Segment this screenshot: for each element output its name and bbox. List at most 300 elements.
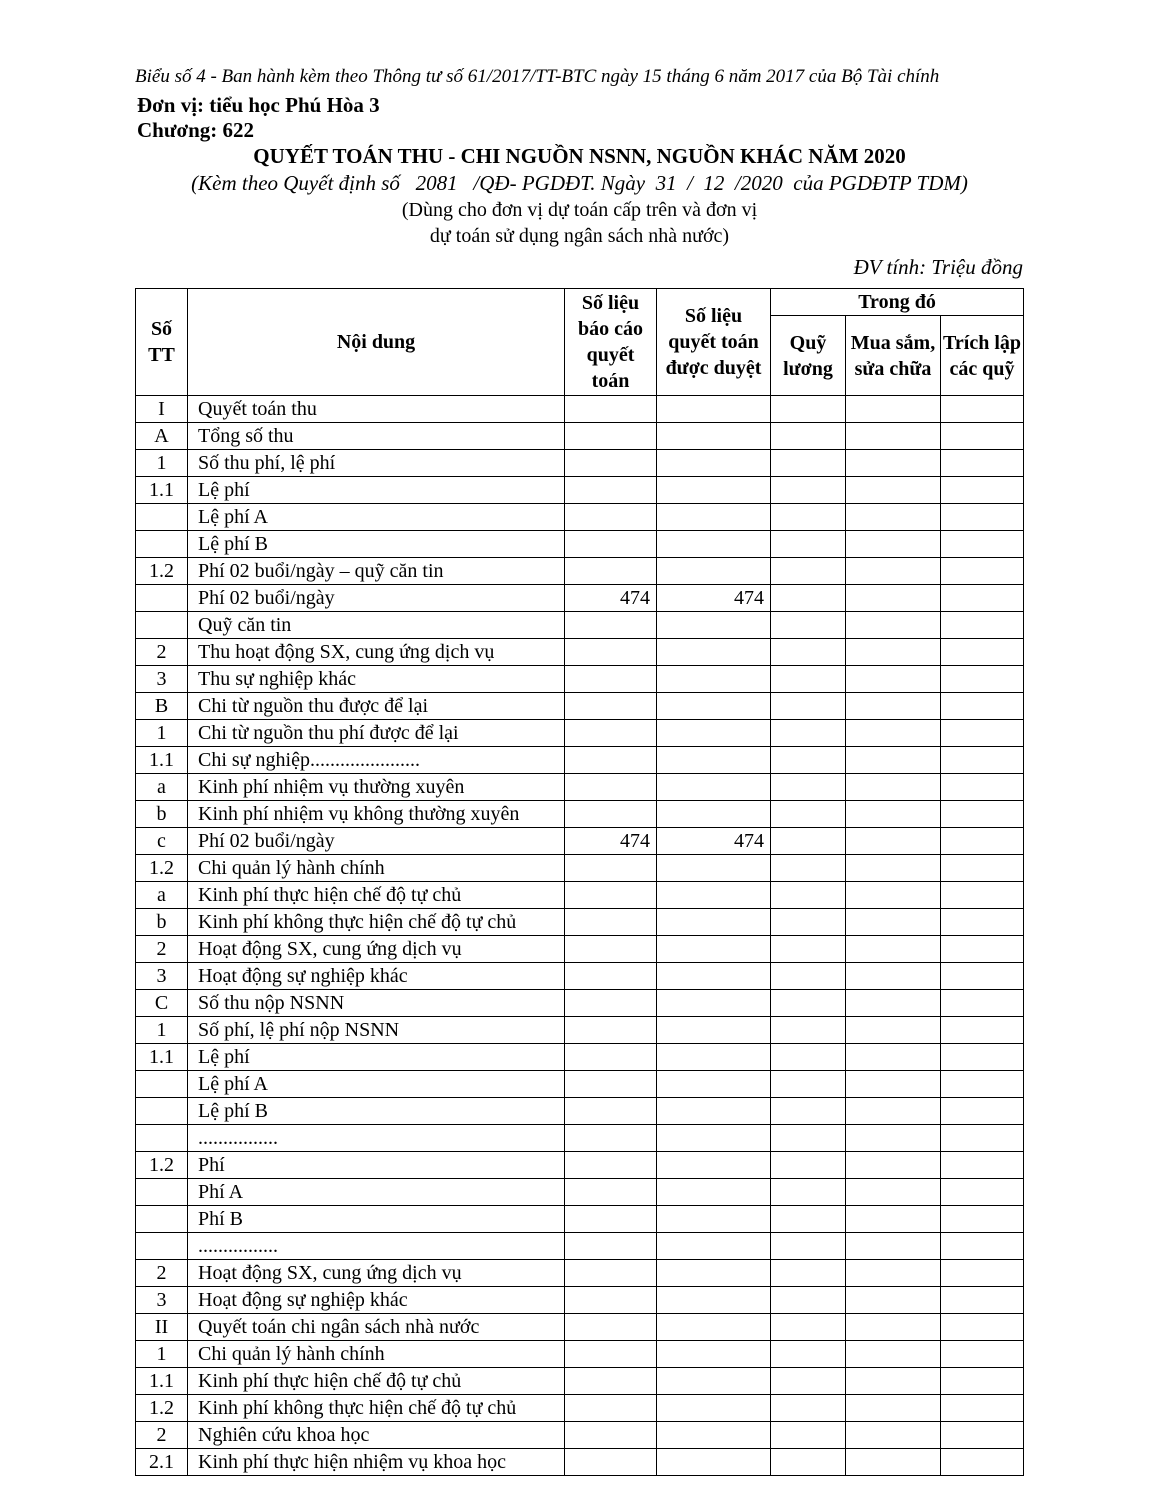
- row-procurement-cell: [846, 774, 941, 801]
- table-row: [136, 477, 1024, 504]
- row-procurement-cell: [846, 1260, 941, 1287]
- row-approved-cell: [657, 558, 771, 585]
- row-salary-fund-cell: [771, 774, 846, 801]
- row-content-cell: Tổng số thu: [188, 423, 565, 450]
- row-procurement-cell: [846, 855, 941, 882]
- row-approved-cell: [657, 666, 771, 693]
- row-approved-cell: [657, 1260, 771, 1287]
- table-row: [136, 1179, 1024, 1206]
- row-number-cell: 2: [136, 1260, 188, 1287]
- row-fund-allocation-cell: [941, 1044, 1024, 1071]
- row-fund-allocation-cell: [941, 855, 1024, 882]
- row-approved-cell: [657, 882, 771, 909]
- table-row: [136, 990, 1024, 1017]
- row-approved-cell: [657, 1125, 771, 1152]
- row-content-cell: Kinh phí không thực hiện chế độ tự chủ: [188, 909, 565, 936]
- row-salary-fund-cell: [771, 1179, 846, 1206]
- col-header-fund-allocation: Trích lập các quỹ: [941, 316, 1024, 396]
- row-fund-allocation-cell: [941, 1017, 1024, 1044]
- row-salary-fund-cell: [771, 801, 846, 828]
- row-procurement-cell: [846, 1287, 941, 1314]
- row-approved-cell: [657, 639, 771, 666]
- table-row: [136, 774, 1024, 801]
- row-number-cell: [136, 612, 188, 639]
- decision-reference: (Kèm theo Quyết định số 2081 /QĐ- PGDĐT. Ngày 31 / 12 /2020 của PGDĐTP TDM): [191, 171, 968, 195]
- row-approved-cell: [657, 747, 771, 774]
- row-approved-cell: 474: [657, 828, 771, 855]
- row-content-cell: Kinh phí không thực hiện chế độ tự chủ: [188, 1395, 565, 1422]
- row-reported-cell: [565, 774, 657, 801]
- row-salary-fund-cell: [771, 828, 846, 855]
- row-reported-cell: [565, 801, 657, 828]
- row-reported-cell: [565, 450, 657, 477]
- row-reported-cell: [565, 1341, 657, 1368]
- row-approved-cell: [657, 1395, 771, 1422]
- row-fund-allocation-cell: [941, 558, 1024, 585]
- table-row: [136, 855, 1024, 882]
- row-number-cell: 1.1: [136, 1044, 188, 1071]
- row-salary-fund-cell: [771, 558, 846, 585]
- table-row: [136, 504, 1024, 531]
- row-reported-cell: [565, 936, 657, 963]
- table-row: [136, 531, 1024, 558]
- row-number-cell: [136, 1071, 188, 1098]
- row-content-cell: Hoạt động sự nghiệp khác: [188, 963, 565, 990]
- row-content-cell: Lệ phí: [188, 477, 565, 504]
- row-number-cell: 2.1: [136, 1449, 188, 1476]
- row-salary-fund-cell: [771, 936, 846, 963]
- row-procurement-cell: [846, 990, 941, 1017]
- table-row: [136, 1233, 1024, 1260]
- row-salary-fund-cell: [771, 666, 846, 693]
- row-number-cell: [136, 1179, 188, 1206]
- row-number-cell: I: [136, 396, 188, 423]
- row-salary-fund-cell: [771, 963, 846, 990]
- table-row: [136, 450, 1024, 477]
- scope-note-line1: (Dùng cho đơn vị dự toán cấp trên và đơn vị: [401, 199, 758, 221]
- row-salary-fund-cell: [771, 1422, 846, 1449]
- row-content-cell: Kinh phí nhiệm vụ không thường xuyên: [188, 801, 565, 828]
- row-approved-cell: [657, 1179, 771, 1206]
- table-row: [136, 1287, 1024, 1314]
- page-title: QUYẾT TOÁN THU - CHI NGUỒN NSNN, NGUỒN KHÁC NĂM 2020: [253, 144, 906, 168]
- row-fund-allocation-cell: [941, 504, 1024, 531]
- row-salary-fund-cell: [771, 1017, 846, 1044]
- row-number-cell: A: [136, 423, 188, 450]
- row-number-cell: [136, 1125, 188, 1152]
- currency-unit-note: ĐV tính: Triệu đồng: [853, 255, 1023, 279]
- row-reported-cell: [565, 639, 657, 666]
- row-procurement-cell: [846, 1044, 941, 1071]
- table-row: [136, 747, 1024, 774]
- row-reported-cell: [565, 1044, 657, 1071]
- table-row: [136, 936, 1024, 963]
- row-salary-fund-cell: [771, 1287, 846, 1314]
- row-number-cell: [136, 585, 188, 612]
- row-procurement-cell: [846, 423, 941, 450]
- row-fund-allocation-cell: [941, 747, 1024, 774]
- row-reported-cell: [565, 1017, 657, 1044]
- row-content-cell: Chi quản lý hành chính: [188, 855, 565, 882]
- row-number-cell: 3: [136, 1287, 188, 1314]
- table-row: [136, 963, 1024, 990]
- row-content-cell: ................: [188, 1125, 565, 1152]
- row-content-cell: Phí 02 buổi/ngày: [188, 585, 565, 612]
- row-number-cell: a: [136, 774, 188, 801]
- row-reported-cell: [565, 882, 657, 909]
- row-reported-cell: [565, 423, 657, 450]
- row-fund-allocation-cell: [941, 585, 1024, 612]
- row-fund-allocation-cell: [941, 1260, 1024, 1287]
- row-content-cell: Quyết toán chi ngân sách nhà nước: [188, 1314, 565, 1341]
- form-note: Biểu số 4 - Ban hành kèm theo Thông tư số 61/2017/TT-BTC ngày 15 tháng 6 năm 2017 của Bộ Tài chính: [135, 66, 940, 87]
- row-salary-fund-cell: [771, 396, 846, 423]
- row-salary-fund-cell: [771, 855, 846, 882]
- row-content-cell: Phí 02 buổi/ngày: [188, 828, 565, 855]
- row-reported-cell: [565, 1314, 657, 1341]
- row-approved-cell: [657, 1071, 771, 1098]
- row-salary-fund-cell: [771, 1260, 846, 1287]
- row-approved-cell: [657, 1314, 771, 1341]
- row-content-cell: Phí: [188, 1152, 565, 1179]
- row-salary-fund-cell: [771, 423, 846, 450]
- row-procurement-cell: [846, 504, 941, 531]
- row-fund-allocation-cell: [941, 882, 1024, 909]
- row-number-cell: c: [136, 828, 188, 855]
- row-number-cell: 3: [136, 963, 188, 990]
- row-reported-cell: [565, 477, 657, 504]
- col-header-salary-fund: Quỹ lương: [771, 316, 846, 396]
- row-number-cell: C: [136, 990, 188, 1017]
- row-reported-cell: [565, 990, 657, 1017]
- table-row: [136, 1422, 1024, 1449]
- row-procurement-cell: [846, 1449, 941, 1476]
- row-procurement-cell: [846, 801, 941, 828]
- row-procurement-cell: [846, 1368, 941, 1395]
- row-reported-cell: [565, 909, 657, 936]
- row-fund-allocation-cell: [941, 801, 1024, 828]
- row-procurement-cell: [846, 666, 941, 693]
- row-salary-fund-cell: [771, 1314, 846, 1341]
- table-row: [136, 909, 1024, 936]
- row-approved-cell: [657, 801, 771, 828]
- row-salary-fund-cell: [771, 1098, 846, 1125]
- row-number-cell: 2: [136, 936, 188, 963]
- row-reported-cell: [565, 1395, 657, 1422]
- row-content-cell: Hoạt động SX, cung ứng dịch vụ: [188, 1260, 565, 1287]
- row-content-cell: Chi từ nguồn thu được để lại: [188, 693, 565, 720]
- row-fund-allocation-cell: [941, 1152, 1024, 1179]
- row-fund-allocation-cell: [941, 1395, 1024, 1422]
- row-procurement-cell: [846, 963, 941, 990]
- row-approved-cell: [657, 990, 771, 1017]
- col-header-no: Số TT: [136, 289, 188, 396]
- row-approved-cell: [657, 1152, 771, 1179]
- row-fund-allocation-cell: [941, 990, 1024, 1017]
- row-procurement-cell: [846, 1341, 941, 1368]
- row-content-cell: Phí A: [188, 1179, 565, 1206]
- table-row: [136, 1125, 1024, 1152]
- row-reported-cell: [565, 396, 657, 423]
- table-row: [136, 1017, 1024, 1044]
- row-number-cell: 1: [136, 450, 188, 477]
- row-approved-cell: [657, 774, 771, 801]
- row-fund-allocation-cell: [941, 1071, 1024, 1098]
- table-row: [136, 585, 1024, 612]
- row-procurement-cell: [846, 1179, 941, 1206]
- row-number-cell: 1: [136, 720, 188, 747]
- table-row: [136, 1206, 1024, 1233]
- row-fund-allocation-cell: [941, 774, 1024, 801]
- row-salary-fund-cell: [771, 585, 846, 612]
- settlement-table: [135, 288, 1024, 1476]
- table-row: [136, 1260, 1024, 1287]
- row-reported-cell: [565, 531, 657, 558]
- row-approved-cell: [657, 531, 771, 558]
- row-number-cell: 1: [136, 1017, 188, 1044]
- row-reported-cell: [565, 747, 657, 774]
- table-row: [136, 882, 1024, 909]
- row-procurement-cell: [846, 936, 941, 963]
- row-salary-fund-cell: [771, 504, 846, 531]
- row-number-cell: B: [136, 693, 188, 720]
- row-fund-allocation-cell: [941, 1449, 1024, 1476]
- table-row: [136, 828, 1024, 855]
- table-row: [136, 1071, 1024, 1098]
- row-salary-fund-cell: [771, 693, 846, 720]
- row-content-cell: Số phí, lệ phí nộp NSNN: [188, 1017, 565, 1044]
- row-approved-cell: [657, 477, 771, 504]
- col-header-of-which: Trong đó: [771, 289, 1024, 316]
- row-fund-allocation-cell: [941, 1206, 1024, 1233]
- row-fund-allocation-cell: [941, 450, 1024, 477]
- table-row: [136, 693, 1024, 720]
- row-number-cell: b: [136, 801, 188, 828]
- row-procurement-cell: [846, 477, 941, 504]
- row-approved-cell: [657, 1233, 771, 1260]
- row-content-cell: Lệ phí B: [188, 531, 565, 558]
- row-fund-allocation-cell: [941, 720, 1024, 747]
- row-salary-fund-cell: [771, 909, 846, 936]
- row-reported-cell: [565, 1368, 657, 1395]
- row-number-cell: II: [136, 1314, 188, 1341]
- row-procurement-cell: [846, 585, 941, 612]
- row-number-cell: 3: [136, 666, 188, 693]
- row-content-cell: Kinh phí thực hiện chế độ tự chủ: [188, 1368, 565, 1395]
- row-number-cell: [136, 531, 188, 558]
- row-reported-cell: [565, 855, 657, 882]
- row-number-cell: [136, 1233, 188, 1260]
- row-content-cell: Thu hoạt động SX, cung ứng dịch vụ: [188, 639, 565, 666]
- row-reported-cell: [565, 1125, 657, 1152]
- row-salary-fund-cell: [771, 477, 846, 504]
- row-procurement-cell: [846, 909, 941, 936]
- col-header-content: Nội dung: [188, 289, 565, 396]
- row-fund-allocation-cell: [941, 1341, 1024, 1368]
- row-fund-allocation-cell: [941, 1422, 1024, 1449]
- row-approved-cell: [657, 693, 771, 720]
- row-procurement-cell: [846, 1395, 941, 1422]
- row-approved-cell: [657, 504, 771, 531]
- row-salary-fund-cell: [771, 531, 846, 558]
- row-salary-fund-cell: [771, 1395, 846, 1422]
- row-salary-fund-cell: [771, 639, 846, 666]
- col-header-approved: Số liệu quyết toán được duyệt: [657, 289, 771, 396]
- row-reported-cell: [565, 693, 657, 720]
- row-content-cell: Kinh phí thực hiện chế độ tự chủ: [188, 882, 565, 909]
- row-approved-cell: [657, 909, 771, 936]
- table-row: [136, 1152, 1024, 1179]
- row-approved-cell: [657, 936, 771, 963]
- row-reported-cell: [565, 1449, 657, 1476]
- row-procurement-cell: [846, 828, 941, 855]
- row-salary-fund-cell: [771, 1233, 846, 1260]
- row-content-cell: Thu sự nghiệp khác: [188, 666, 565, 693]
- row-content-cell: Số thu phí, lệ phí: [188, 450, 565, 477]
- row-approved-cell: [657, 423, 771, 450]
- row-reported-cell: [565, 1179, 657, 1206]
- row-content-cell: ................: [188, 1233, 565, 1260]
- row-procurement-cell: [846, 1125, 941, 1152]
- row-fund-allocation-cell: [941, 963, 1024, 990]
- row-number-cell: 2: [136, 639, 188, 666]
- row-fund-allocation-cell: [941, 828, 1024, 855]
- row-procurement-cell: [846, 531, 941, 558]
- row-number-cell: 1: [136, 1341, 188, 1368]
- table-row: [136, 639, 1024, 666]
- row-procurement-cell: [846, 1314, 941, 1341]
- row-content-cell: Số thu nộp NSNN: [188, 990, 565, 1017]
- row-content-cell: Quyết toán thu: [188, 396, 565, 423]
- table-row: [136, 612, 1024, 639]
- scope-note-line2: dự toán sử dụng ngân sách nhà nước): [429, 225, 730, 247]
- row-procurement-cell: [846, 612, 941, 639]
- row-number-cell: [136, 1206, 188, 1233]
- row-reported-cell: [565, 1260, 657, 1287]
- row-content-cell: Phí 02 buổi/ngày – quỹ căn tin: [188, 558, 565, 585]
- row-procurement-cell: [846, 558, 941, 585]
- row-approved-cell: [657, 1098, 771, 1125]
- row-salary-fund-cell: [771, 1125, 846, 1152]
- table-row: [136, 801, 1024, 828]
- row-content-cell: Lệ phí: [188, 1044, 565, 1071]
- row-number-cell: 1.2: [136, 1152, 188, 1179]
- row-fund-allocation-cell: [941, 477, 1024, 504]
- row-salary-fund-cell: [771, 1449, 846, 1476]
- row-salary-fund-cell: [771, 1044, 846, 1071]
- chapter-code: Chương: 622: [137, 118, 254, 142]
- row-procurement-cell: [846, 693, 941, 720]
- row-approved-cell: [657, 855, 771, 882]
- row-salary-fund-cell: [771, 1368, 846, 1395]
- row-reported-cell: [565, 720, 657, 747]
- unit-name: Đơn vị: tiểu học Phú Hòa 3: [137, 93, 380, 117]
- row-content-cell: Kinh phí nhiệm vụ thường xuyên: [188, 774, 565, 801]
- row-reported-cell: [565, 1287, 657, 1314]
- row-content-cell: Lệ phí B: [188, 1098, 565, 1125]
- row-fund-allocation-cell: [941, 693, 1024, 720]
- row-reported-cell: 474: [565, 828, 657, 855]
- row-fund-allocation-cell: [941, 909, 1024, 936]
- row-fund-allocation-cell: [941, 1287, 1024, 1314]
- table-row: [136, 720, 1024, 747]
- row-procurement-cell: [846, 720, 941, 747]
- row-salary-fund-cell: [771, 990, 846, 1017]
- row-procurement-cell: [846, 1071, 941, 1098]
- row-procurement-cell: [846, 1098, 941, 1125]
- row-approved-cell: 474: [657, 585, 771, 612]
- row-fund-allocation-cell: [941, 531, 1024, 558]
- row-reported-cell: [565, 504, 657, 531]
- row-content-cell: Kinh phí thực hiện nhiệm vụ khoa học: [188, 1449, 565, 1476]
- row-content-cell: Hoạt động SX, cung ứng dịch vụ: [188, 936, 565, 963]
- row-reported-cell: [565, 1098, 657, 1125]
- table-row: [136, 1341, 1024, 1368]
- col-header-reported: Số liệu báo cáo quyết toán: [565, 289, 657, 396]
- row-salary-fund-cell: [771, 882, 846, 909]
- row-approved-cell: [657, 396, 771, 423]
- row-salary-fund-cell: [771, 1206, 846, 1233]
- row-approved-cell: [657, 1206, 771, 1233]
- row-reported-cell: [565, 1071, 657, 1098]
- row-reported-cell: [565, 558, 657, 585]
- row-fund-allocation-cell: [941, 639, 1024, 666]
- table-row: [136, 1395, 1024, 1422]
- row-fund-allocation-cell: [941, 1368, 1024, 1395]
- row-salary-fund-cell: [771, 747, 846, 774]
- row-approved-cell: [657, 1044, 771, 1071]
- table-row: [136, 1314, 1024, 1341]
- row-reported-cell: [565, 1206, 657, 1233]
- row-number-cell: b: [136, 909, 188, 936]
- table-row: [136, 666, 1024, 693]
- row-procurement-cell: [846, 1206, 941, 1233]
- row-content-cell: Hoạt động sự nghiệp khác: [188, 1287, 565, 1314]
- row-reported-cell: [565, 1152, 657, 1179]
- row-approved-cell: [657, 1368, 771, 1395]
- row-approved-cell: [657, 1287, 771, 1314]
- row-procurement-cell: [846, 882, 941, 909]
- row-content-cell: Phí B: [188, 1206, 565, 1233]
- row-procurement-cell: [846, 1152, 941, 1179]
- row-procurement-cell: [846, 747, 941, 774]
- row-fund-allocation-cell: [941, 396, 1024, 423]
- table-row: [136, 1098, 1024, 1125]
- row-procurement-cell: [846, 1233, 941, 1260]
- row-salary-fund-cell: [771, 1341, 846, 1368]
- table-row: [136, 423, 1024, 450]
- table-row: [136, 396, 1024, 423]
- table-row: [136, 1044, 1024, 1071]
- row-reported-cell: [565, 612, 657, 639]
- row-approved-cell: [657, 450, 771, 477]
- row-content-cell: Chi quản lý hành chính: [188, 1341, 565, 1368]
- row-number-cell: 1.1: [136, 477, 188, 504]
- row-number-cell: 1.2: [136, 1395, 188, 1422]
- row-number-cell: a: [136, 882, 188, 909]
- row-fund-allocation-cell: [941, 1098, 1024, 1125]
- row-approved-cell: [657, 1341, 771, 1368]
- row-number-cell: [136, 1098, 188, 1125]
- row-approved-cell: [657, 1017, 771, 1044]
- row-reported-cell: [565, 666, 657, 693]
- table-row: [136, 1368, 1024, 1395]
- row-content-cell: Lệ phí A: [188, 1071, 565, 1098]
- row-fund-allocation-cell: [941, 936, 1024, 963]
- row-content-cell: Chi sự nghiệp......................: [188, 747, 565, 774]
- row-fund-allocation-cell: [941, 1125, 1024, 1152]
- row-procurement-cell: [846, 639, 941, 666]
